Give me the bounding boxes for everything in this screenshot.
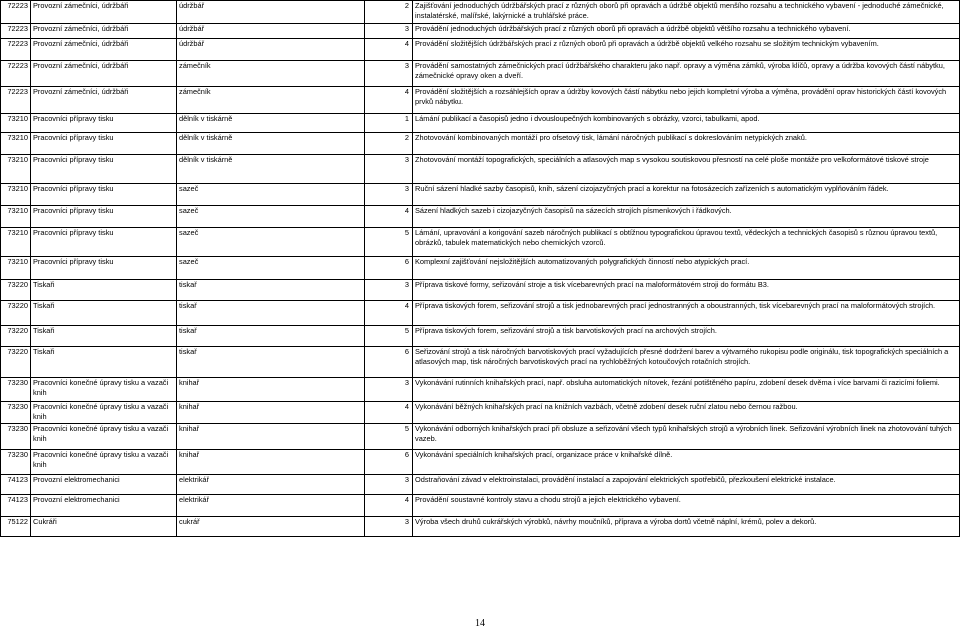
occupation-code-cell: 72223: [1, 1, 31, 24]
level-cell: 6: [365, 450, 413, 475]
occupation-code-cell: 73210: [1, 155, 31, 184]
table-row: [1, 228, 960, 257]
level-cell: 4: [365, 39, 413, 61]
table-row: [1, 87, 960, 114]
occupation-code-cell: 73210: [1, 228, 31, 257]
table-row: [1, 155, 960, 184]
occupation-group-cell: Cukráři: [31, 517, 177, 537]
occupation-group-cell: Provozní zámečníci, údržbáři: [31, 24, 177, 39]
level-cell: 4: [365, 402, 413, 424]
occupation-code-cell: 73220: [1, 280, 31, 301]
occupation-code-cell: 73210: [1, 114, 31, 133]
occupation-code-cell: 72223: [1, 87, 31, 114]
description-cell: Příprava tiskové formy, seřizování stroje a tisk vícebarevných prací na maloformátovém stroji do formátu B3.: [413, 280, 960, 301]
job-title-cell: dělník v tiskárně: [177, 133, 365, 155]
job-title-cell: knihař: [177, 378, 365, 402]
level-cell: 2: [365, 133, 413, 155]
occupation-group-cell: Tiskaři: [31, 301, 177, 326]
occupation-group-cell: Pracovníci přípravy tisku: [31, 184, 177, 206]
occupation-group-cell: Tiskaři: [31, 326, 177, 347]
description-cell: Sázení hladkých sazeb i cizojazyčných časopisů na sázecích strojích písmenkových i řádkových.: [413, 206, 960, 228]
job-title-cell: sazeč: [177, 257, 365, 280]
description-cell: Provádění složitějších a rozsáhlejších oprav a údržby kovových částí nábytku nebo jejich kompletní výroba a výměna, provádění oprav historických částí kovových prvků nábytku.: [413, 87, 960, 114]
occupation-group-cell: Tiskaři: [31, 280, 177, 301]
table-row: [1, 301, 960, 326]
level-cell: 1: [365, 114, 413, 133]
level-cell: 3: [365, 475, 413, 495]
description-cell: Zajišťování jednoduchých údržbářských prací z různých oborů při opravách a údržbě objektů menšího rozsahu a technického vybavení - jednoduché zámečnické, instalatérské, malířské, lakýrnické a truhlářské práce.: [413, 1, 960, 24]
description-cell: Provádění soustavné kontroly stavu a chodu strojů a jejich elektrického vybavení.: [413, 495, 960, 517]
job-title-cell: sazeč: [177, 184, 365, 206]
level-cell: 4: [365, 495, 413, 517]
occupation-group-cell: Provozní zámečníci, údržbáři: [31, 61, 177, 87]
job-title-cell: zámečník: [177, 61, 365, 87]
job-title-cell: tiskař: [177, 280, 365, 301]
description-cell: Výroba všech druhů cukrářských výrobků, návrhy moučníků, příprava a výroba dortů včetně náplní, krémů, polev a dekorů.: [413, 517, 960, 537]
occupation-code-cell: 74123: [1, 495, 31, 517]
occupation-group-cell: Provozní zámečníci, údržbáři: [31, 87, 177, 114]
occupation-code-cell: 74123: [1, 475, 31, 495]
table-row: [1, 378, 960, 402]
job-title-cell: cukrář: [177, 517, 365, 537]
occupation-group-cell: Pracovníci přípravy tisku: [31, 155, 177, 184]
table-row: [1, 24, 960, 39]
job-title-cell: zámečník: [177, 87, 365, 114]
table-row: [1, 450, 960, 475]
description-cell: Příprava tiskových forem, seřizování strojů a tisk barvotiskových prací na archových strojích.: [413, 326, 960, 347]
description-cell: Vykonávání běžných knihařských prací na knižních vazbách, včetně zdobení desek ruční zlatou nebo černou ražbou.: [413, 402, 960, 424]
occupation-group-cell: Pracovníci konečné úpravy tisku a vazači knih: [31, 402, 177, 424]
level-cell: 4: [365, 87, 413, 114]
description-cell: Vykonávání speciálních knihařských prací, organizace práce v knihařské dílně.: [413, 450, 960, 475]
occupation-group-cell: Pracovníci konečné úpravy tisku a vazači knih: [31, 378, 177, 402]
description-cell: Příprava tiskových forem, seřizování strojů a tisk jednobarevných prací jednostranných a oboustranných, tisk vícebarevných prací na maloformátových strojích.: [413, 301, 960, 326]
table-row: [1, 257, 960, 280]
occupation-code-cell: 73210: [1, 206, 31, 228]
occupation-code-cell: 73220: [1, 347, 31, 378]
description-cell: Vykonávání odborných knihařských prací při obsluze a seřizování všech typů knihařských strojů a výrobních linek. Seřizování výrobních linek na zhotovování tuhých vazeb.: [413, 424, 960, 450]
description-cell: Provádění samostatných zámečnických prací údržbářského charakteru jako např. opravy a výměna zámků, výroba klíčů, opravy a údržba kovových částí nábytku, zámečnické opravy oken a dveří.: [413, 61, 960, 87]
occupation-group-cell: Provozní zámečníci, údržbáři: [31, 39, 177, 61]
occupation-code-cell: 73230: [1, 378, 31, 402]
table-row: [1, 184, 960, 206]
level-cell: 5: [365, 326, 413, 347]
description-cell: Vykonávání rutinních knihařských prací, např. obsluha automatických nítovek, řezání potištěného papíru, zdobení desek dvěma i více barvami či razicími foliemi.: [413, 378, 960, 402]
job-title-cell: tiskař: [177, 326, 365, 347]
occupation-code-cell: 73220: [1, 301, 31, 326]
job-title-cell: dělník v tiskárně: [177, 114, 365, 133]
occupation-code-cell: 73230: [1, 424, 31, 450]
occupation-group-cell: Pracovníci konečné úpravy tisku a vazači knih: [31, 424, 177, 450]
job-title-cell: údržbář: [177, 1, 365, 24]
occupation-group-cell: Pracovníci přípravy tisku: [31, 257, 177, 280]
level-cell: 4: [365, 206, 413, 228]
table-row: [1, 114, 960, 133]
table-row: [1, 280, 960, 301]
table-row: [1, 133, 960, 155]
description-cell: Zhotovování montáží topografických, speciálních a atlasových map s vysokou soutiskovou přesností na celé ploše montáže pro velkoformátové tiskové stroje: [413, 155, 960, 184]
description-cell: Komplexní zajišťování nejsložitějších automatizovaných polygrafických činností nebo atypických prací.: [413, 257, 960, 280]
table-row: [1, 206, 960, 228]
occupation-group-cell: Pracovníci konečné úpravy tisku a vazači knih: [31, 450, 177, 475]
level-cell: 2: [365, 1, 413, 24]
table-row: [1, 39, 960, 61]
description-cell: Lámání publikací a časopisů jedno i dvousloupečných kombinovaných s obrázky, vzorci, tabulkami, apod.: [413, 114, 960, 133]
description-cell: Ruční sázení hladké sazby časopisů, knih, sázení cizojazyčných prací a korektur na fotosázecích zařízeních s automatickým vyplňováním řádek.: [413, 184, 960, 206]
occupation-group-cell: Provozní zámečníci, údržbáři: [31, 1, 177, 24]
occupation-group-cell: Provozní elektromechanici: [31, 495, 177, 517]
occupation-group-cell: Pracovníci přípravy tisku: [31, 228, 177, 257]
occupation-group-cell: Tiskaři: [31, 347, 177, 378]
job-title-cell: dělník v tiskárně: [177, 155, 365, 184]
table-row: [1, 402, 960, 424]
level-cell: 3: [365, 378, 413, 402]
job-title-cell: sazeč: [177, 206, 365, 228]
occupation-code-cell: 73220: [1, 326, 31, 347]
occupation-code-cell: 73230: [1, 450, 31, 475]
table-row: [1, 347, 960, 378]
occupation-code-cell: 72223: [1, 61, 31, 87]
table-row: [1, 424, 960, 450]
level-cell: 3: [365, 280, 413, 301]
job-title-cell: sazeč: [177, 228, 365, 257]
description-cell: Zhotovování kombinovaných montáží pro ofsetový tisk, lámání náročných publikací s dokreslováním netypických znaků.: [413, 133, 960, 155]
level-cell: 5: [365, 424, 413, 450]
job-title-cell: knihař: [177, 450, 365, 475]
description-cell: Lámání, upravování a korigování sazeb náročných publikací s obtížnou typografickou úpravou textů, vědeckých a technických časopisů s různou úpravou textů, obrázků, tabulek matematických nebo chemických vzorců.: [413, 228, 960, 257]
level-cell: 3: [365, 517, 413, 537]
level-cell: 3: [365, 184, 413, 206]
job-title-cell: knihař: [177, 424, 365, 450]
occupation-code-cell: 75122: [1, 517, 31, 537]
table-row: [1, 517, 960, 537]
table-row: [1, 326, 960, 347]
description-cell: Provádění jednoduchých údržbářských prací z různých oborů při opravách a údržbě objektů většího rozsahu a technického vybavení.: [413, 24, 960, 39]
table-body: [1, 1, 960, 537]
occupation-group-cell: Pracovníci přípravy tisku: [31, 206, 177, 228]
level-cell: 3: [365, 61, 413, 87]
job-title-cell: knihař: [177, 402, 365, 424]
occupation-code-cell: 73210: [1, 257, 31, 280]
job-title-cell: údržbář: [177, 39, 365, 61]
description-cell: Odstraňování závad v elektroinstalaci, provádění instalací a zapojování elektrických spotřebičů, přezkoušení elektrické instalace.: [413, 475, 960, 495]
job-title-cell: elektrikář: [177, 475, 365, 495]
occupation-code-cell: 73230: [1, 402, 31, 424]
job-title-cell: údržbář: [177, 24, 365, 39]
description-cell: Provádění složitějších údržbářských prací z různých oborů při opravách a údržbě objektů velkého rozsahu se složitým technickým vybavením.: [413, 39, 960, 61]
job-title-cell: tiskař: [177, 347, 365, 378]
table-row: [1, 61, 960, 87]
job-title-cell: elektrikář: [177, 495, 365, 517]
level-cell: 6: [365, 347, 413, 378]
table-row: [1, 475, 960, 495]
occupation-group-cell: Pracovníci přípravy tisku: [31, 133, 177, 155]
page-number: 14: [475, 618, 485, 629]
occupation-code-cell: 72223: [1, 39, 31, 61]
level-cell: 3: [365, 24, 413, 39]
level-cell: 3: [365, 155, 413, 184]
occupation-code-cell: 73210: [1, 184, 31, 206]
table-row: [1, 495, 960, 517]
level-cell: 5: [365, 228, 413, 257]
occupation-group-cell: Pracovníci přípravy tisku: [31, 114, 177, 133]
job-title-cell: tiskař: [177, 301, 365, 326]
occupation-code-cell: 72223: [1, 24, 31, 39]
occupation-group-cell: Provozní elektromechanici: [31, 475, 177, 495]
table-row: [1, 1, 960, 24]
level-cell: 4: [365, 301, 413, 326]
occupation-code-cell: 73210: [1, 133, 31, 155]
level-cell: 6: [365, 257, 413, 280]
description-cell: Seřizování strojů a tisk náročných barvotiskových prací vyžadujících přesné dodržení barev a výtvarného rukopisu podle originálu, tisk topografických speciálních a atlasových map, tisk náročných barvotiskových prací na rychloběžných kotoučových rotačních strojích.: [413, 347, 960, 378]
